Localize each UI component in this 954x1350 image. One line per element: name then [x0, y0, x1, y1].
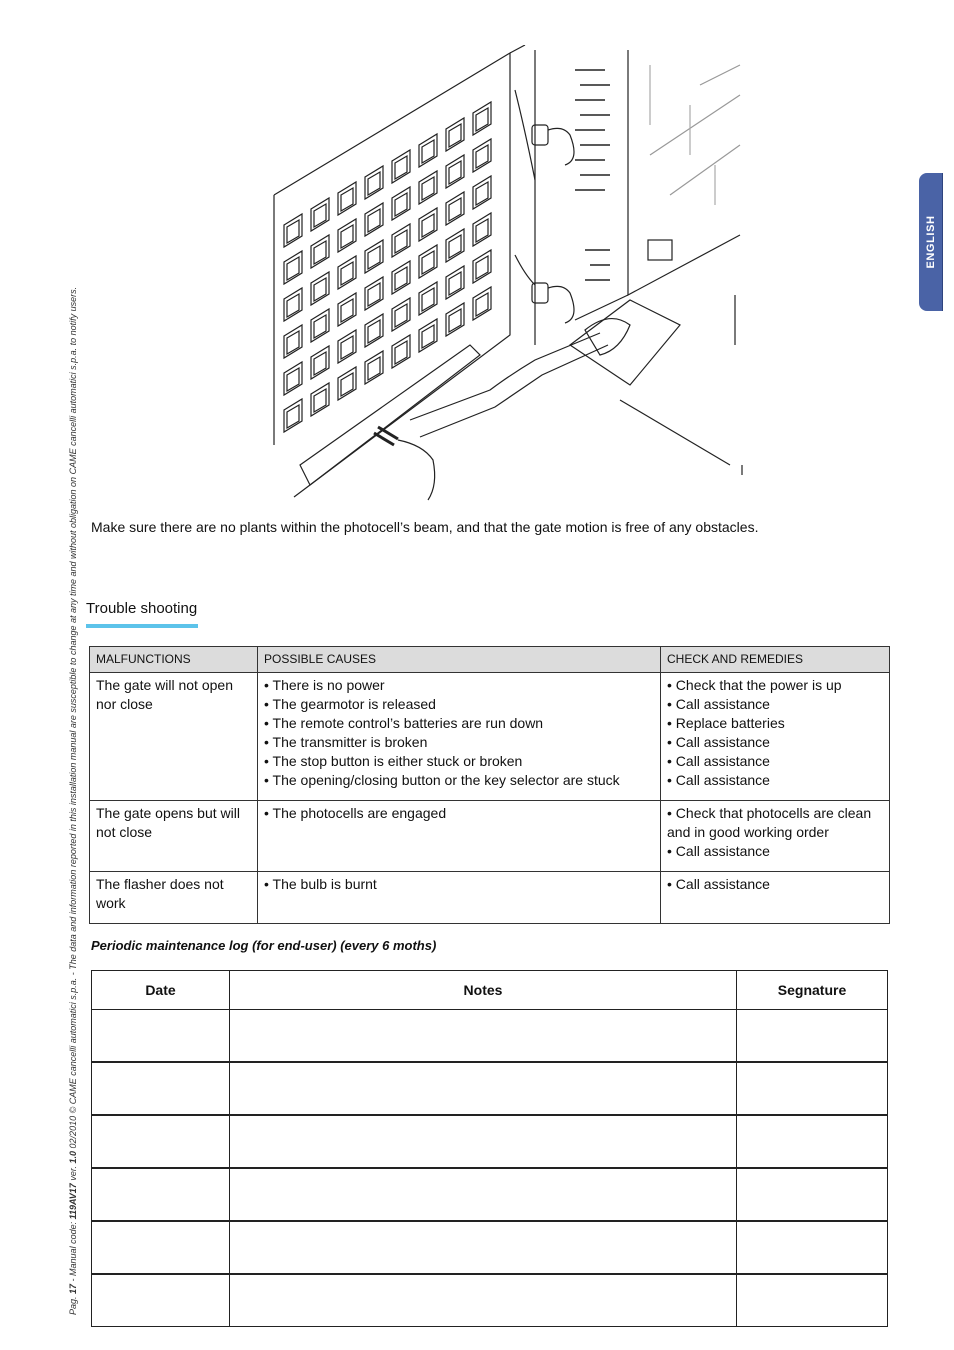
log-notes-cell[interactable] [230, 1010, 737, 1063]
log-row [92, 1062, 888, 1115]
log-signature-cell[interactable] [737, 1168, 888, 1221]
maintenance-log-table [91, 970, 888, 1327]
log-notes-cell[interactable] [230, 1221, 737, 1274]
remedy-item: • Call assistance [667, 772, 770, 788]
table-row [90, 872, 890, 924]
log-notes-cell[interactable] [230, 1168, 737, 1221]
log-signature-cell[interactable] [737, 1062, 888, 1115]
gate-opening [365, 277, 383, 310]
log-signature-cell[interactable] [737, 1115, 888, 1168]
gate-opening [473, 139, 491, 172]
footer-page-number: 17 [68, 1283, 78, 1294]
gate-opening [392, 187, 410, 220]
log-date-cell[interactable] [92, 1221, 230, 1274]
gate-opening [473, 102, 491, 135]
footer-page-prefix: Pag. [68, 1296, 78, 1315]
cause-item: • The bulb is burnt [264, 876, 377, 892]
remedy-item: • Call assistance [667, 753, 770, 769]
gate-opening [446, 155, 464, 188]
gate-opening [284, 399, 302, 432]
cause-item: • There is no power [264, 677, 385, 693]
gate-opening [311, 346, 329, 379]
log-date-cell[interactable] [92, 1010, 230, 1063]
causes-cell [258, 872, 661, 924]
gate-opening [419, 134, 437, 167]
gate-opening [446, 303, 464, 336]
gate-opening [419, 319, 437, 352]
gate-opening [338, 367, 356, 400]
cause-item: • The gearmotor is released [264, 696, 436, 712]
page-footer [68, 235, 78, 1315]
gate-opening [311, 272, 329, 305]
log-date-cell[interactable] [92, 1168, 230, 1221]
gate-opening [338, 293, 356, 326]
remedies-cell [661, 673, 890, 801]
remedy-item: • Check that photocells are clean and in good working order [667, 805, 872, 840]
section-title: Trouble shooting [86, 600, 198, 617]
gate-opening [284, 214, 302, 247]
footer-code-label: - Manual code: [68, 1221, 78, 1284]
remedy-item: • Call assistance [667, 696, 770, 712]
causes-cell [258, 673, 661, 801]
gate-opening [365, 351, 383, 384]
log-signature-cell[interactable] [737, 1221, 888, 1274]
gate-opening [419, 208, 437, 241]
remedy-item: • Check that the power is up [667, 677, 842, 693]
cause-item: • The transmitter is broken [264, 734, 428, 750]
header-causes: POSSIBLE CAUSES [258, 647, 661, 673]
log-row [92, 1115, 888, 1168]
language-tab[interactable] [919, 173, 943, 311]
remedies-cell [661, 801, 890, 872]
remedy-item: • Call assistance [667, 734, 770, 750]
remedy-item: • Call assistance [667, 843, 770, 859]
gate-opening [284, 288, 302, 321]
cause-item: • The remote control’s batteries are run down [264, 715, 544, 731]
remedies-cell [661, 872, 890, 924]
gate-opening [473, 176, 491, 209]
malfunction-cell: The flasher does not work [90, 872, 258, 924]
gate-opening [392, 298, 410, 331]
footer-version-label: ver. [68, 1166, 78, 1181]
troubleshooting-table [89, 646, 890, 924]
remedy-item: • Call assistance [667, 876, 770, 892]
malfunction-cell: The gate will not open nor close [90, 673, 258, 801]
log-notes-cell[interactable] [230, 1115, 737, 1168]
cause-item: • The stop button is either stuck or broken [264, 753, 523, 769]
gate-maintenance-illustration [270, 45, 750, 505]
gate-opening [338, 182, 356, 215]
gate-opening [338, 256, 356, 289]
intro-paragraph: Make sure there are no plants within the photocell’s beam, and that the gate motion is free of any obstacles. [91, 519, 759, 535]
gate-opening [284, 362, 302, 395]
gate-opening [473, 287, 491, 320]
gate-opening [473, 213, 491, 246]
log-row [92, 1010, 888, 1063]
log-date-cell[interactable] [92, 1274, 230, 1327]
gate-opening [311, 235, 329, 268]
gate-opening [284, 325, 302, 358]
causes-cell [258, 801, 661, 872]
gate-opening [365, 203, 383, 236]
header-remedies: CHECK AND REMEDIES [661, 647, 890, 673]
gate-opening [338, 219, 356, 252]
log-date-cell[interactable] [92, 1062, 230, 1115]
log-date-cell[interactable] [92, 1115, 230, 1168]
table-row [90, 673, 890, 801]
gate-opening [419, 171, 437, 204]
table-row [90, 801, 890, 872]
cause-item: • The opening/closing button or the key selector are stuck [264, 772, 620, 788]
log-signature-cell[interactable] [737, 1274, 888, 1327]
gate-opening [311, 309, 329, 342]
footer-version: 1.0 [68, 1150, 78, 1164]
log-header-date: Date [92, 971, 230, 1010]
section-underline [86, 624, 198, 628]
log-notes-cell[interactable] [230, 1062, 737, 1115]
gate-opening [446, 118, 464, 151]
gate-opening [392, 335, 410, 368]
malfunction-cell: The gate opens but will not close [90, 801, 258, 872]
gate-opening [311, 383, 329, 416]
gate-opening [365, 314, 383, 347]
gate-opening [365, 240, 383, 273]
gate-opening [338, 330, 356, 363]
gate-opening [473, 250, 491, 283]
log-row [92, 1168, 888, 1221]
gate-opening [446, 192, 464, 225]
log-header-notes: Notes [230, 971, 737, 1010]
gate-opening [392, 261, 410, 294]
log-row [92, 1221, 888, 1274]
table-header-row [90, 647, 890, 673]
gate-opening [284, 251, 302, 284]
log-header-signature: Segnature [737, 971, 888, 1010]
gate-opening [419, 282, 437, 315]
log-signature-cell[interactable] [737, 1010, 888, 1063]
log-header-row [92, 971, 888, 1010]
gate-opening [311, 198, 329, 231]
footer-notice: 02/2010 © CAME cancelli automatici s.p.a. - The data and information reported in this installation manual are susceptible to change at any time and without obligation on CAME cancelli automatici s.p.a. to notify users. [68, 286, 78, 1149]
gate-opening [446, 229, 464, 262]
gate-opening [392, 150, 410, 183]
header-malfunctions: MALFUNCTIONS [90, 647, 258, 673]
log-notes-cell[interactable] [230, 1274, 737, 1327]
footer-manual-code: 119AV17 [68, 1183, 78, 1220]
gate-opening [365, 166, 383, 199]
language-tab-label: ENGLISH [925, 215, 937, 269]
cause-item: • The photocells are engaged [264, 805, 447, 821]
gate-opening [392, 224, 410, 257]
maintenance-log-title: Periodic maintenance log (for end-user) (every 6 moths) [91, 938, 437, 953]
remedy-item: • Replace batteries [667, 715, 785, 731]
gate-opening [446, 266, 464, 299]
log-row [92, 1274, 888, 1327]
gate-opening [419, 245, 437, 278]
